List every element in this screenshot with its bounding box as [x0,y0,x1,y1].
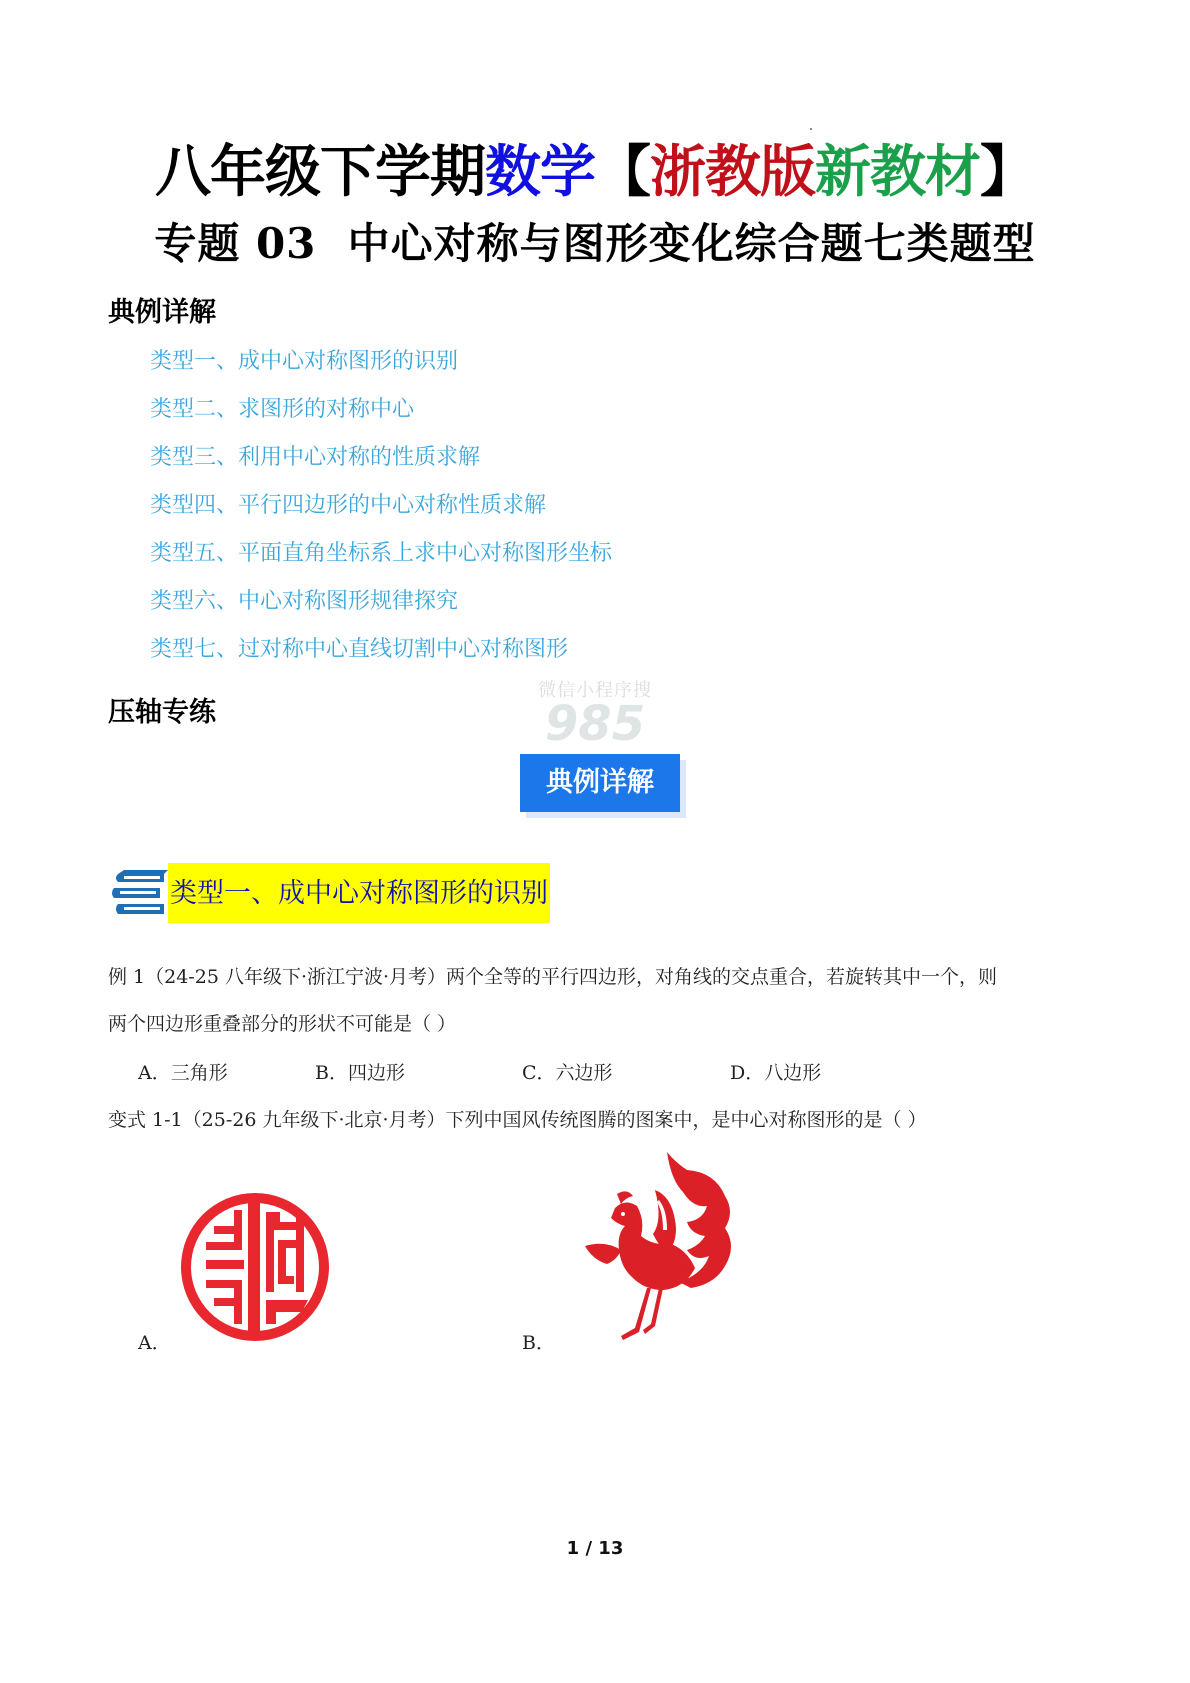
toc-item-6[interactable]: 类型六、中心对称图形规律探究 [150,589,459,614]
watermark-line2: 985 [544,696,646,752]
practice-heading: 压轴专练 [108,697,216,728]
subtitle-number: 03 [255,219,317,268]
option-b-text: 四边形 [347,1062,405,1084]
option-a-text: 三角形 [170,1062,228,1084]
option-d [730,1058,821,1085]
title-red: 浙教版 [650,140,815,205]
toc-item-4[interactable]: 类型四、平行四边形的中心对称性质求解 [150,493,547,518]
subtitle-text: 中心对称与图形变化综合题七类题型 [347,219,1036,268]
title-black: 八年级下学期 [155,140,485,205]
page-title [0,140,1190,206]
figure-a-seal [176,1188,334,1346]
title-bracket-open: 【 [595,140,650,205]
example1-line2: 两个四边形重叠部分的形状不可能是（ ） [108,1013,457,1035]
title-blue: 数学 [485,140,595,205]
toc-item-1[interactable]: 类型一、成中心对称图形的识别 [150,349,459,374]
title-bracket-close: 】 [980,140,1035,205]
stray-dot [810,128,812,130]
option-a-key: A． [138,1062,171,1084]
figure-b-label: B． [522,1332,555,1354]
example1-line1: 例 1（24-25 八年级下·浙江宁波·月考）两个全等的平行四边形，对角线的交点重合，若旋转其中一个，则 [108,966,998,988]
option-d-key: D． [730,1062,765,1084]
option-c-key: C． [522,1062,556,1084]
type1-heading: 类型一、成中心对称图形的识别 [168,863,550,923]
option-c [522,1058,613,1085]
watermark [495,676,695,752]
toc-item-2[interactable]: 类型二、求图形的对称中心 [150,397,415,422]
option-c-text: 六边形 [555,1062,613,1084]
examples-heading: 典例详解 [108,297,216,328]
variant1-line1: 变式 1-1（25-26 九年级下·北京·月考）下列中国风传统图腾的图案中，是中心对称图形的是（ ） [108,1109,927,1131]
toc-item-7[interactable]: 类型七、过对称中心直线切割中心对称图形 [150,637,569,662]
section-banner: 典例详解 [520,754,680,812]
option-b-key: B． [315,1062,348,1084]
toc-item-3[interactable]: 类型三、利用中心对称的性质求解 [150,445,481,470]
title-green: 新教材 [815,140,980,205]
page-subtitle [0,218,1190,270]
figure-a-label: A． [138,1332,171,1354]
option-a [138,1058,228,1085]
toc-item-5[interactable]: 类型五、平面直角坐标系上求中心对称图形坐标 [150,541,613,566]
figure-b-phoenix [575,1150,745,1350]
subtitle-prefix: 专题 [154,219,241,268]
watermark-line1: 微信小程序搜 [538,680,652,701]
option-b [315,1058,405,1085]
books-icon [110,868,170,920]
page-number: 1 / 13 [566,1538,624,1559]
option-d-text: 八边形 [764,1062,822,1084]
